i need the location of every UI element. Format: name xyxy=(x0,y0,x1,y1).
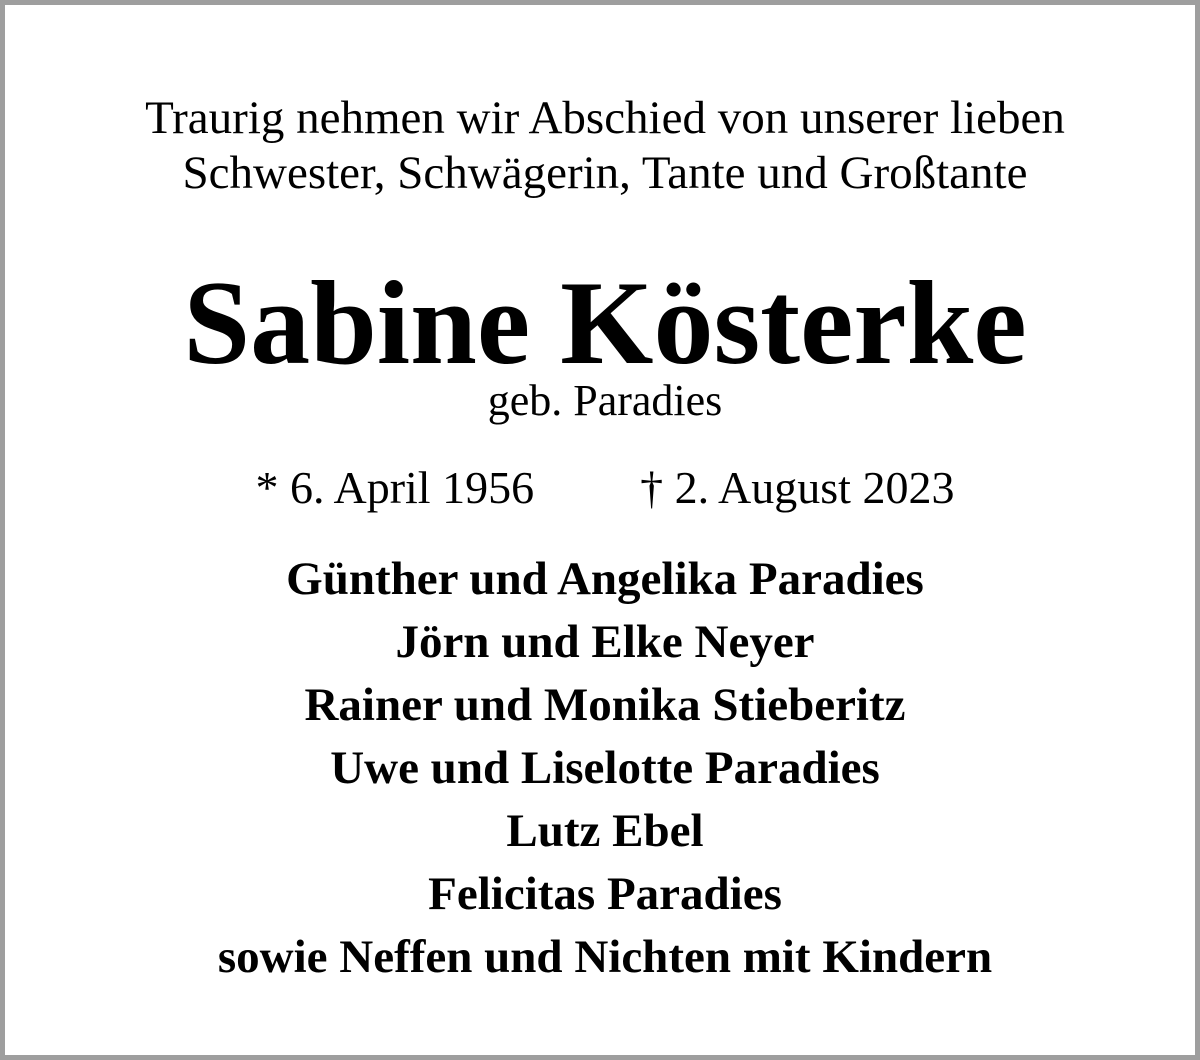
mourner-line: Rainer und Monika Stieberitz xyxy=(304,679,906,731)
maiden-name: geb. Paradies xyxy=(487,376,723,425)
mourner-line: Jörn und Elke Neyer xyxy=(395,616,815,668)
intro-line: Traurig nehmen wir Abschied von unserer lieben xyxy=(145,92,1065,144)
life-dates xyxy=(5,460,1200,516)
mourners-list xyxy=(5,548,1200,989)
mourner-line: Uwe und Liselotte Paradies xyxy=(330,742,880,794)
mourner-line: sowie Neffen und Nichten mit Kindern xyxy=(217,931,993,983)
mourner-line: Lutz Ebel xyxy=(506,805,704,857)
deceased-name: Sabine Kösterke xyxy=(183,256,1027,389)
intro-text xyxy=(5,91,1200,201)
birth-date: * 6. April 1956 xyxy=(255,462,535,513)
mourner-line: Felicitas Paradies xyxy=(428,868,782,920)
death-date: † 2. August 2023 xyxy=(640,462,955,513)
mourner-line: Günther und Angelika Paradies xyxy=(286,553,924,605)
intro-line: Schwester, Schwägerin, Tante und Großtante xyxy=(182,147,1028,199)
